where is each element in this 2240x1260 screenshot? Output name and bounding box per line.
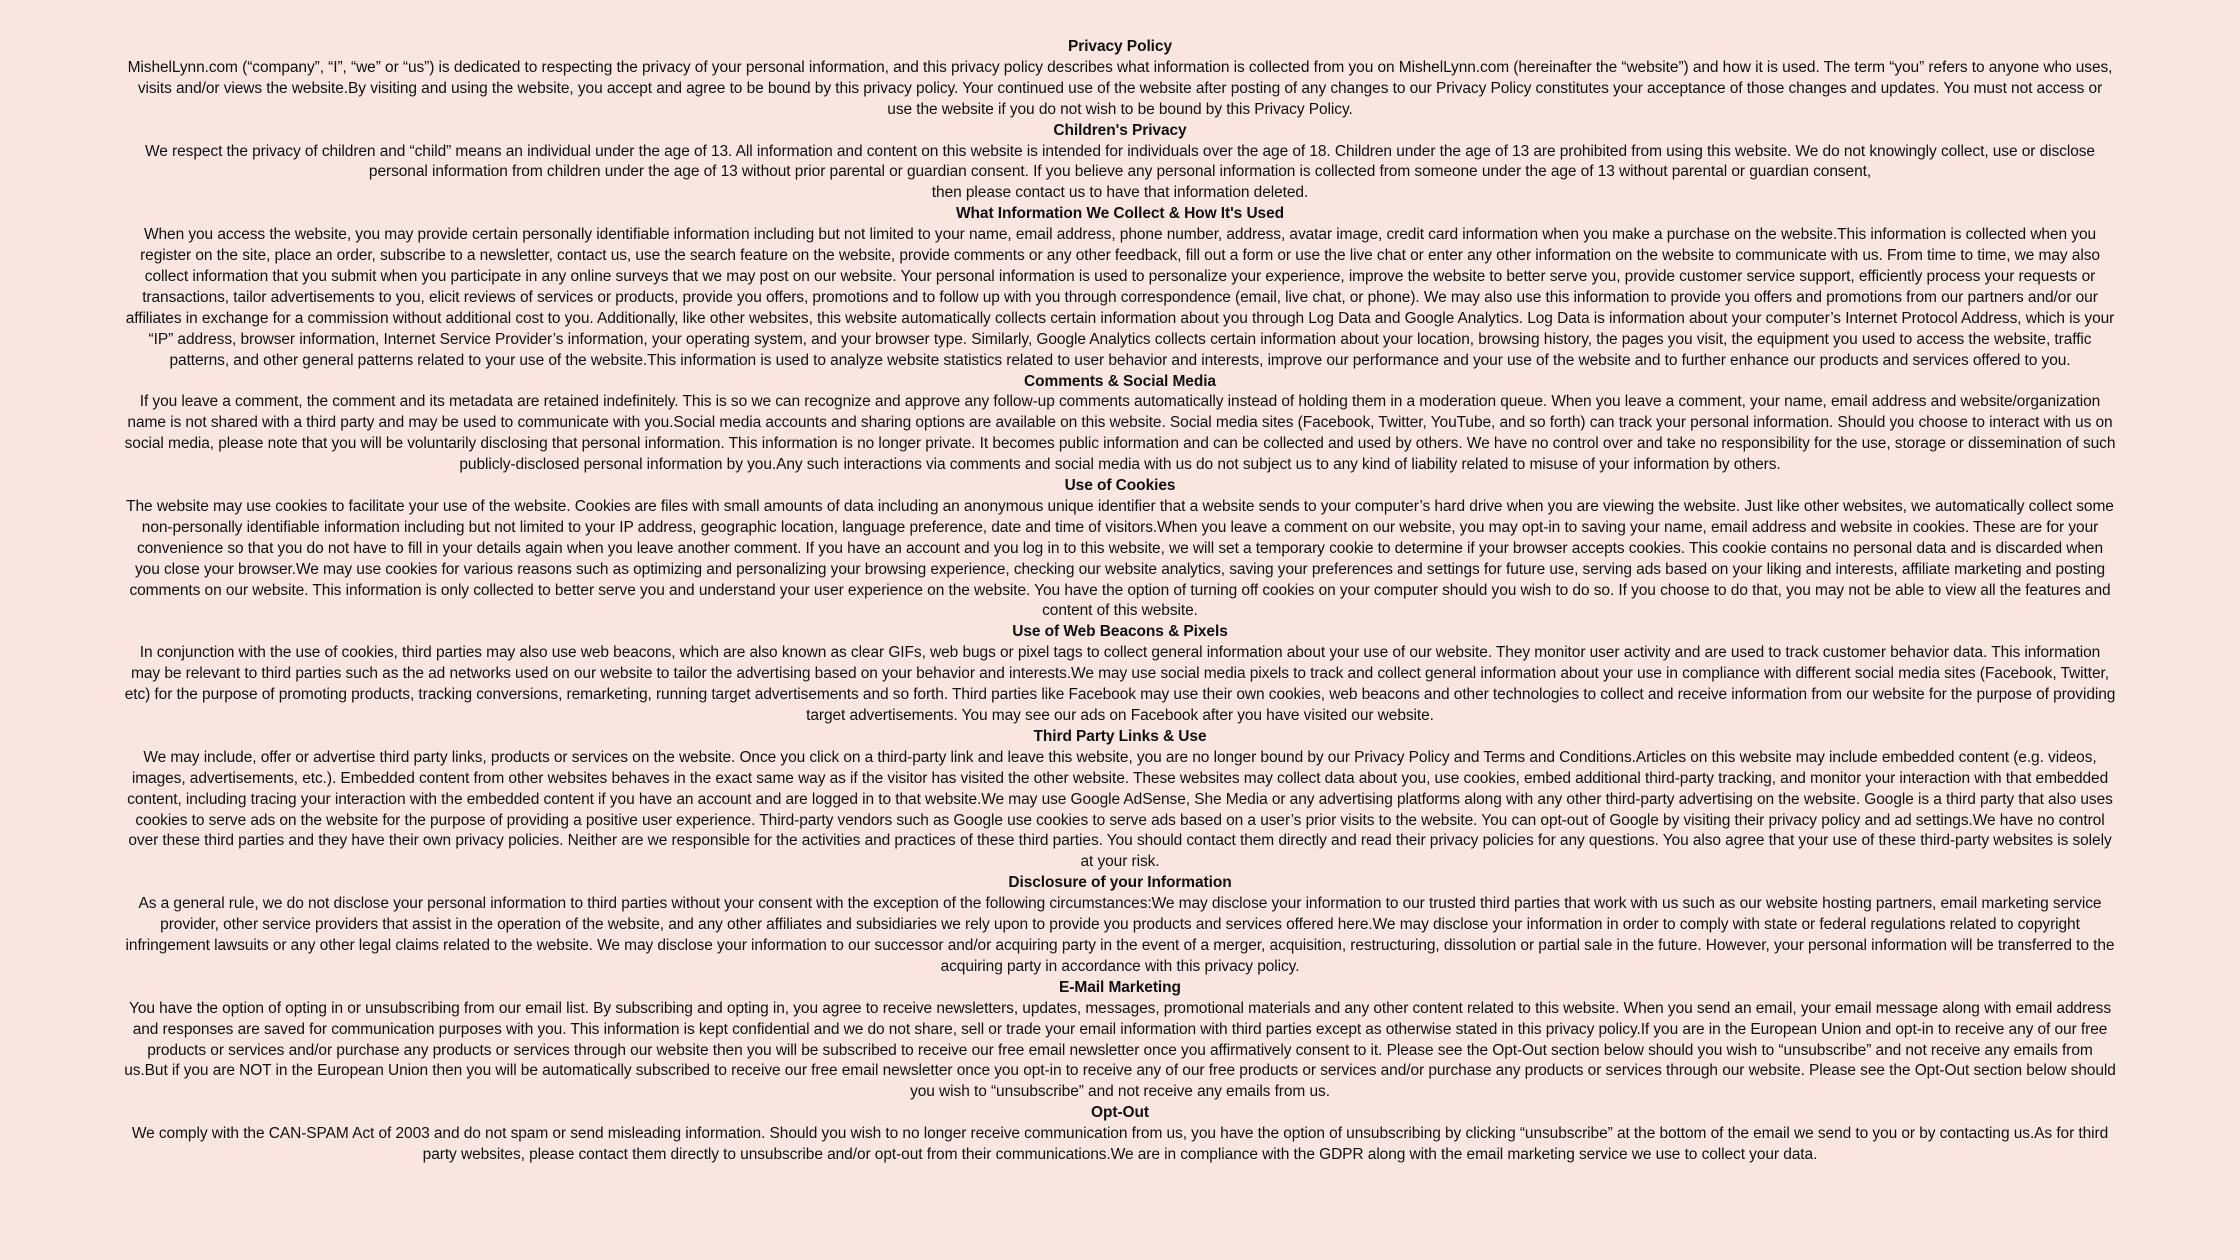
- intro-paragraph: MishelLynn.com (“company”, “I”, “we” or “us”) is dedicated to respecting the privacy of your personal information, and this privacy policy describes what information is collected from you on MishelLynn.com (hereinafter the “website”) and how it is used. The term “you” refers to anyone who uses, visits and/or views the website.By visiting and using the website, you accept and agree to be bound by this privacy policy. Your continued use of the website after posting of any changes to our Privacy Policy constitutes your acceptance of those changes and updates. You must not access or use the website if you do not wish to be bound by this Privacy Policy.: [127, 58, 2113, 118]
- section-title-childrens-privacy: Children's Privacy: [1053, 121, 1187, 139]
- section-text-childrens-privacy: [124, 142, 2116, 205]
- section-title-use-of-cookies: Use of Cookies: [1064, 477, 1176, 495]
- section-title-information-collected: What Information We Collect & How It's Used: [955, 205, 1285, 223]
- page-title: Privacy Policy: [1067, 38, 1172, 55]
- section-text-information-collected: When you access the website, you may provide certain personally identifiable information including but not limited to your name, email address, phone number, address, avatar image, credit card information when you make a purchase on the website.This information is collected when you register on the site, place an order, subscribe to a newsletter, contact us, use the search feature on the website, provide comments or any other feedback, fill out a form or use the live chat or enter any other information on the website to communicate with us. From time to time, we may also collect information that you submit when you participate in any online surveys that we may post on our website. Your personal information is used to personalize your experience, improve the website to better serve you, provide customer service support, efficiently process your requests or transactions, tailor advertisements to you, elicit reviews of services or products, provide you offers, promotions and to follow up with you through correspondence (email, live chat, or phone). We may also use this information to provide you offers and promotions from our partners and/or our affiliates in exchange for a commission without additional cost to you. Additionally, like other websites, this website automatically collects certain information about you through Log Data and Google Analytics. Log Data is information about your computer’s Internet Protocol Address, which is your “IP” address, browser information, Internet Service Provider’s information, your operating system, and your browser type. Similarly, Google Analytics collects certain information about your location, browsing history, the pages you visit, the equipment you used to access the website, traffic patterns, and other general patterns related to your use of the website.This information is used to analyze website statistics related to user behavior and interests, improve our performance and your use of the website and to further enhance our products and services offered to you.: [125, 226, 2115, 369]
- section-title-opt-out: Opt-Out: [1091, 1104, 1149, 1122]
- section-title-disclosure: Disclosure of your Information: [1008, 874, 1232, 892]
- section-text-use-of-cookies: The website may use cookies to facilitate your use of the website. Cookies are files with small amounts of data including an anonymous unique identifier that a website sends to your computer’s hard drive when you are viewing the website. Just like other websites, we automatically collect some non-personally identifiable information including but not limited to your IP address, geographic location, language preference, date and time of visitors.When you leave a comment on our website, you may opt-in to saving your name, email address and website in cookies. These are for your convenience so that you do not have to fill in your details again when you leave another comment. If you have an account and you log in to this website, we will set a temporary cookie to determine if your browser accepts cookies. This cookie contains no personal data and is discarded when you close your browser.We may use cookies for various reasons such as optimizing and personalizing your browsing experience, checking our website analytics, saving your preferences and settings for future use, serving ads based on your liking and interests, affiliate marketing and posting comments on our website. This information is only collected to better serve you and understand your user experience on the website. You have the option of turning off cookies on your computer should you wish to do so. If you choose to do that, you may not be able to view all the features and content of this website.: [126, 497, 2114, 620]
- section-text-disclosure: As a general rule, we do not disclose your personal information to third parties without your consent with the exception of the following circumstances:We may disclose your information to our trusted third parties that work with us such as our website hosting partners, email marketing service provider, other service providers that assist in the operation of the website, and any other affiliates and subsidiaries we rely upon to provide you products and services offered here.We may disclose your information in order to comply with state or federal regulations related to copyright infringement lawsuits or any other legal claims related to the website. We may disclose your information to our successor and/or acquiring party in the event of a merger, acquisition, restructuring, dissolution or partial sale in the future. However, your personal information will be transferred to the acquiring party in accordance with this privacy policy.: [125, 895, 2115, 975]
- section-text-third-party-links: We may include, offer or advertise third party links, products or services on the website. Once you click on a third-party link and leave this website, you are no longer bound by our Privacy Policy and Terms and Conditions.Articles on this website may include embedded content (e.g. videos, images, advertisements, etc.). Embedded content from other websites behaves in the exact same way as if the visitor has visited the other website. These websites may collect data about you, use cookies, embed additional third-party tracking, and monitor your interaction with that embedded content, including tracing your interaction with the embedded content if you have an account and are logged in to that website.We may use Google AdSense, She Media or any advertising platforms along with any other third-party advertising on the website. Google is a third party that also uses cookies to serve ads on the website for the purpose of providing a positive user experience. Third-party vendors such as Google use cookies to serve ads based on a user’s prior visits to the website. You can opt-out of Google by visiting their privacy policy and ad settings.We have no control over these third parties and they have their own privacy policies. Neither are we responsible for the activities and practices of these third parties. You should contact them directly and read their privacy policies for any questions. You also agree that your use of these third-party websites is solely at your risk.: [127, 748, 2113, 871]
- section-title-third-party-links: Third Party Links & Use: [1033, 727, 1207, 745]
- section-title-comments-social-media: Comments & Social Media: [1024, 372, 1216, 390]
- section-title-email-marketing: E-Mail Marketing: [1059, 978, 1181, 996]
- section-text-opt-out: We comply with the CAN-SPAM Act of 2003 and do not spam or send misleading information. Should you wish to no longer receive communication from us, you have the option of unsubscribing by clicking “unsubscribe” at the bottom of the email we send to you or by contacting us.As for third party websites, please contact them directly to unsubscribe and/or opt-out from their communications.We are in compliance with the GDPR along with the email marketing service we use to collect your data.: [131, 1125, 2109, 1164]
- section-text-email-marketing: You have the option of opting in or unsubscribing from our email list. By subscribing and opting in, you agree to receive newsletters, updates, messages, promotional materials and any other content related to this website. When you send an email, your email message along with email address and responses are saved for communication purposes with you. This information is kept confidential and we do not share, sell or trade your email information with third parties except as otherwise stated in this privacy policy.If you are in the European Union and opt-in to receive any of our free products or services and/or purchase any products or services through our website then you will be subscribed to receive our free email newsletter once you affirmatively consent to it. Please see the Opt-Out section below should you wish to “unsubscribe” and not receive any emails from us.But if you are NOT in the European Union then you will be automatically subscribed to receive our free email newsletter once you opt-in to receive any of our free products or services and/or purchase any products or services through our website. Please see the Opt-Out section below should you wish to “unsubscribe” and not receive any emails from us.: [124, 999, 2116, 1101]
- section-text-comments-social-media: If you leave a comment, the comment and its metadata are retained indefinitely. This is so we can recognize and approve any follow-up comments automatically instead of holding them in a moderation queue. When you leave a comment, your name, email address and website/organization name is not shared with a third party and may be used to communicate with you.Social media accounts and sharing options are available on this website. Social media sites (Facebook, Twitter, YouTube, and so forth) can track your personal information. Should you choose to interact with us on social media, please note that you will be voluntarily disclosing that personal information. This information is no longer private. It becomes public information and can be collected and used by others. We have no control over and take no responsibility for the use, storage or dissemination of such publicly-disclosed personal information by you.Any such interactions via comments and social media with us do not subject us to any kind of liability related to misuse of your information by others.: [124, 393, 2116, 474]
- section-text-childrens-privacy-part-2: then please contact us to have that information deleted.: [931, 184, 1309, 202]
- privacy-policy-document: [124, 37, 2116, 1166]
- section-title-web-beacons-pixels: Use of Web Beacons & Pixels: [1012, 623, 1228, 641]
- section-text-web-beacons-pixels: In conjunction with the use of cookies, third parties may also use web beacons, which are also known as clear GIFs, web bugs or pixel tags to collect general information about your use of our website. They monitor user activity and are used to track customer behavior data. This information may be relevant to third parties such as the ad networks used on our website to tailor the advertising based on your behavior and interests.We may use social media pixels to track and collect general information about your use in compliance with different social media sites (Facebook, Twitter, etc) for the purpose of promoting products, tracking conversions, remarketing, running target advertisements and so forth. Third parties like Facebook may use their own cookies, web beacons and other technologies to collect and receive information from our website for the purpose of providing target advertisements. You may see our ads on Facebook after you have visited our website.: [124, 644, 2116, 724]
- section-text-childrens-privacy-part-1: We respect the privacy of children and “child” means an individual under the age of 13. All information and content on this website is intended for individuals over the age of 18. Children under the age of 13 are prohibited from using this website. We do not knowingly collect, use or disclose personal information from children under the age of 13 without prior parental or guardian consent. If you believe any personal information is collected from someone under the age of 13 without parental or guardian consent,: [145, 142, 2095, 181]
